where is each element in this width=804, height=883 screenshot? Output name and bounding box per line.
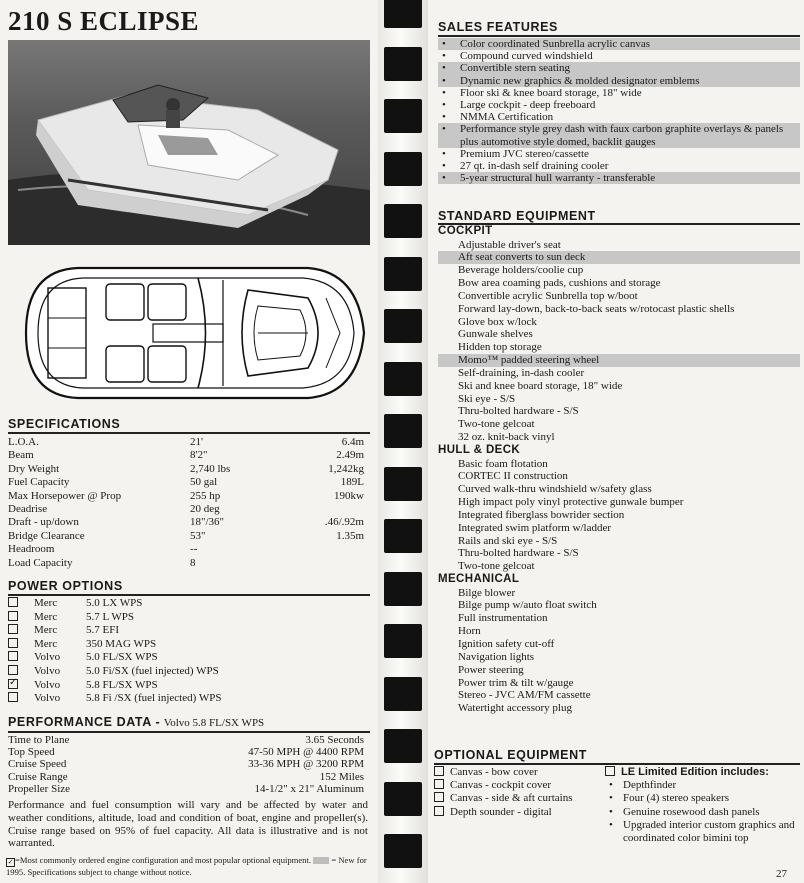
- spiral-ring: [384, 204, 422, 238]
- optional-item-label: Canvas - cockpit cover: [450, 779, 552, 792]
- engine-brand: Volvo: [34, 664, 61, 677]
- spec-row: [8, 503, 370, 516]
- equipment-item: Navigation lights: [458, 650, 535, 663]
- sales-feature-item: • Dynamic new graphics & molded designator emblems: [438, 75, 800, 87]
- sales-feature-item: • Performance style grey dash with faux carbon graphite overlays & panels plus automotive style domed, backlit gauges: [438, 123, 800, 147]
- optional-item: [434, 806, 610, 819]
- limited-edition-heading: [605, 766, 801, 779]
- sales-feature-item: • Convertible stern seating: [438, 62, 800, 74]
- spec-label: L.O.A.: [8, 436, 39, 448]
- checkbox-icon: [434, 806, 444, 816]
- optional-equipment-rule: [434, 763, 800, 765]
- spec-metric: 1,242kg: [328, 462, 364, 475]
- equipment-item: Two-tone gelcoat: [458, 560, 535, 573]
- equipment-item: Beverage holders/coolie cup: [458, 264, 584, 277]
- engine-model: 5.0 FL/SX WPS: [86, 651, 158, 664]
- equipment-item: Aft seat converts to sun deck: [438, 251, 800, 264]
- performance-heading: [8, 715, 264, 729]
- performance-label: Cruise Speed: [8, 758, 67, 771]
- footnote: [6, 855, 374, 878]
- equipment-item: Watertight accessory plug: [458, 702, 572, 715]
- limited-edition-item: • Upgraded interior custom graphics and coordinated color bimini top: [605, 819, 801, 845]
- performance-note: Performance and fuel consumption will vary and be affected by water and weather conditions, altitude, load and condition of boat, engine and propeller(s). Cruise range based on 95% of fuel capacity. All data is illustrative and is not warranted.: [8, 799, 368, 850]
- checkbox-icon: [8, 651, 18, 661]
- spec-label: Load Capacity: [8, 556, 73, 569]
- spec-imperial: --: [190, 543, 198, 556]
- equipment-group-heading: HULL & DECK: [438, 444, 521, 456]
- limited-edition-title: LE Limited Edition includes:: [621, 766, 769, 778]
- optional-equipment-list: [434, 766, 610, 819]
- performance-table: [8, 734, 370, 795]
- limited-edition-package: [605, 766, 801, 845]
- spec-imperial: 53": [190, 529, 206, 542]
- spiral-ring: [384, 467, 422, 501]
- checkbox-icon: [8, 597, 18, 607]
- specifications-rule: [8, 432, 370, 434]
- equipment-item: Hidden top storage: [458, 341, 542, 354]
- performance-value: 152 Miles: [319, 770, 364, 783]
- limited-edition-item: • Depthfinder: [605, 779, 801, 792]
- checkbox-icon: [8, 611, 18, 621]
- equipment-item: Glove box w/lock: [458, 315, 537, 328]
- engine-model: 5.8 FL/SX WPS: [86, 678, 158, 691]
- spec-row: [8, 463, 370, 476]
- spec-metric: 1.35m: [336, 529, 364, 542]
- sales-feature-item: • Large cockpit - deep freeboard: [438, 99, 800, 111]
- equipment-item: Integrated swim platform w/ladder: [458, 521, 612, 534]
- power-option-row: [8, 597, 370, 611]
- equipment-item: Ski eye - S/S: [458, 392, 516, 405]
- equipment-item: CORTEC II construction: [458, 470, 568, 483]
- spec-imperial: 2,740 lbs: [190, 462, 231, 475]
- power-option-row: [8, 679, 370, 693]
- sales-feature-item: • 27 qt. in-dash self draining cooler: [438, 160, 800, 172]
- performance-engine: Volvo 5.8 FL/SX WPS: [163, 717, 265, 729]
- sales-features-rule: [438, 35, 800, 37]
- equipment-item: Bow area coaming pads, cushions and storage: [458, 277, 661, 290]
- optional-equipment-heading: OPTIONAL EQUIPMENT: [434, 748, 587, 762]
- engine-model: 5.7 L WPS: [86, 610, 134, 623]
- spec-label: Headroom: [8, 543, 55, 556]
- equipment-item: Power trim & tilt w/gauge: [458, 676, 574, 689]
- spec-label: Deadrise: [8, 502, 48, 515]
- standard-equipment-list: [438, 225, 800, 715]
- optional-item-label: Depth sounder - digital: [450, 805, 552, 818]
- equipment-item: Two-tone gelcoat: [458, 418, 535, 431]
- equipment-item: Horn: [458, 625, 481, 638]
- footnote-check-icon: ✓: [7, 858, 14, 866]
- standard-equipment-heading: STANDARD EQUIPMENT: [438, 209, 596, 223]
- spec-metric: .46/.92m: [324, 516, 364, 529]
- spec-row: [8, 449, 370, 462]
- sales-feature-item: • Color coordinated Sunbrella acrylic canvas: [438, 38, 800, 50]
- optional-item: [434, 792, 610, 805]
- engine-model: 5.0 LX WPS: [86, 597, 143, 609]
- performance-rule: [8, 731, 370, 733]
- equipment-item: High impact poly vinyl protective gunwale bumper: [458, 496, 684, 509]
- equipment-item: Stereo - JVC AM/FM cassette: [458, 689, 591, 702]
- spiral-ring: [384, 572, 422, 606]
- equipment-item: Forward lay-down, back-to-back seats w/rotocast plastic shells: [458, 302, 735, 315]
- power-option-row: [8, 665, 370, 679]
- boat-photo-illustration: [8, 40, 370, 245]
- equipment-item: Convertible acrylic Sunbrella top w/boot: [458, 289, 638, 302]
- spec-row: [8, 436, 370, 449]
- engine-model: 5.7 EFI: [86, 624, 119, 637]
- engine-model: 5.8 Fi /SX (fuel injected) WPS: [86, 692, 222, 705]
- performance-row: [8, 783, 370, 795]
- engine-brand: Merc: [34, 637, 58, 650]
- performance-label: Time to Plane: [8, 734, 70, 746]
- spec-label: Draft - up/down: [8, 516, 79, 529]
- power-option-row: [8, 611, 370, 625]
- power-options-list: [8, 597, 370, 706]
- optional-item: [434, 779, 610, 792]
- spiral-ring: [384, 782, 422, 816]
- spec-imperial: 20 deg: [190, 502, 220, 515]
- new-highlight-swatch-icon: [313, 857, 329, 864]
- checked-box-icon: [8, 679, 18, 689]
- performance-label: Cruise Range: [8, 770, 68, 783]
- engine-brand: Merc: [34, 597, 58, 609]
- engine-brand: Merc: [34, 610, 58, 623]
- sales-feature-item: • 5-year structural hull warranty - transferable: [438, 172, 800, 184]
- equipment-item: Self-draining, in-dash cooler: [458, 366, 585, 379]
- spec-row: [8, 530, 370, 543]
- sales-feature-item: • NMMA Certification: [438, 111, 800, 123]
- equipment-group-heading: COCKPIT: [438, 225, 493, 237]
- spec-imperial: 8: [190, 556, 196, 569]
- checkbox-icon: [434, 792, 444, 802]
- spec-row: [8, 516, 370, 529]
- spec-imperial: 18"/36": [190, 516, 225, 529]
- spiral-ring: [384, 362, 422, 396]
- spiral-ring: [384, 152, 422, 186]
- spiral-ring: [384, 519, 422, 553]
- spiral-ring: [384, 729, 422, 763]
- boat-top-view-drawing: [8, 258, 370, 408]
- power-options-rule: [8, 594, 370, 596]
- power-options-heading: POWER OPTIONS: [8, 579, 123, 593]
- equipment-group-heading: MECHANICAL: [438, 573, 520, 586]
- performance-row: [8, 746, 370, 758]
- sales-feature-item: • Premium JVC stereo/cassette: [438, 148, 800, 160]
- optional-item-label: Canvas - side & aft curtains: [450, 792, 573, 805]
- performance-value: 33-36 MPH @ 3200 RPM: [248, 758, 364, 771]
- performance-row: [8, 734, 370, 746]
- checkbox-icon: [434, 766, 444, 776]
- spec-label: Bridge Clearance: [8, 529, 85, 542]
- spec-metric: 190kw: [334, 489, 364, 502]
- equipment-item: Momo™ padded steering wheel: [438, 354, 800, 367]
- equipment-item: Curved walk-thru windshield w/safety glass: [458, 483, 652, 496]
- spec-label: Beam: [8, 449, 34, 462]
- model-title: 210 S ECLIPSE: [8, 6, 200, 36]
- spec-label: Dry Weight: [8, 462, 60, 475]
- optional-item: [434, 766, 610, 779]
- footnote-part2: = New for 1995. Specifications subject to change without notice.: [6, 855, 367, 877]
- spiral-ring: [384, 47, 422, 81]
- power-option-row: [8, 624, 370, 638]
- spiral-ring: [384, 677, 422, 711]
- engine-brand: Volvo: [34, 678, 61, 691]
- equipment-item: Ski and knee board storage, 18" wide: [458, 379, 623, 392]
- spec-label: Fuel Capacity: [8, 476, 70, 489]
- specifications-heading: SPECIFICATIONS: [8, 417, 121, 431]
- spec-imperial: 21': [190, 436, 203, 448]
- performance-label: Top Speed: [8, 746, 55, 759]
- limited-edition-checkbox: [605, 766, 615, 776]
- power-option-row: [8, 692, 370, 706]
- spec-imperial: 50 gal: [190, 476, 218, 489]
- sales-feature-item: • Compound curved windshield: [438, 50, 800, 62]
- performance-value: 14-1/2" x 21" Aluminum: [254, 782, 364, 795]
- limited-edition-item: • Four (4) stereo speakers: [605, 792, 801, 805]
- spiral-ring: [384, 257, 422, 291]
- equipment-item: 32 oz. knit-back vinyl: [458, 431, 555, 444]
- engine-model: 350 MAG WPS: [86, 637, 157, 650]
- performance-value: 47-50 MPH @ 4400 RPM: [248, 746, 364, 759]
- equipment-item: Gunwale shelves: [458, 328, 533, 341]
- spiral-ring: [384, 99, 422, 133]
- spec-row: [8, 476, 370, 489]
- power-option-row: [8, 638, 370, 652]
- performance-row: [8, 758, 370, 770]
- boat-photo: [8, 40, 370, 245]
- equipment-item: Thru-bolted hardware - S/S: [458, 547, 579, 560]
- spiral-ring: [384, 834, 422, 868]
- power-option-row: [8, 651, 370, 665]
- equipment-item: Bilge blower: [458, 586, 516, 599]
- footnote-part1: =Most commonly ordered engine configuration and most popular optional equipment.: [15, 855, 312, 865]
- optional-item-label: Canvas - bow cover: [450, 766, 538, 778]
- performance-label: Propeller Size: [8, 782, 71, 795]
- spec-row: [8, 557, 370, 570]
- spiral-ring: [384, 0, 422, 28]
- spec-row: [8, 543, 370, 556]
- equipment-item: Thru-bolted hardware - S/S: [458, 405, 579, 418]
- equipment-item: Adjustable driver's seat: [458, 238, 561, 251]
- limited-edition-items: [605, 779, 801, 845]
- performance-value: 3.65 Seconds: [305, 734, 364, 746]
- spec-imperial: 255 hp: [190, 489, 221, 502]
- sales-feature-item: • Floor ski & knee board storage, 18" wide: [438, 87, 800, 99]
- engine-brand: Merc: [34, 624, 58, 637]
- spec-metric: 2.49m: [336, 449, 364, 462]
- spiral-ring: [384, 624, 422, 658]
- spec-row: [8, 490, 370, 503]
- performance-heading-label: PERFORMANCE DATA -: [8, 715, 161, 729]
- spiral-ring: [384, 309, 422, 343]
- equipment-item: Ignition safety cut-off: [458, 637, 555, 650]
- spec-imperial: 8'2": [190, 449, 208, 462]
- engine-model: 5.0 Fi/SX (fuel injected) WPS: [86, 664, 219, 677]
- checkbox-icon: [434, 779, 444, 789]
- engine-brand: Volvo: [34, 651, 61, 664]
- limited-edition-item: • Genuine rosewood dash panels: [605, 806, 801, 819]
- equipment-item: Rails and ski eye - S/S: [458, 534, 558, 547]
- engine-brand: Volvo: [34, 692, 61, 705]
- page-number: 27: [776, 868, 787, 880]
- checkbox-icon: [8, 638, 18, 648]
- spec-metric: 189L: [340, 476, 364, 489]
- spiral-ring: [384, 414, 422, 448]
- equipment-item: Full instrumentation: [458, 612, 548, 625]
- equipment-item: Bilge pump w/auto float switch: [458, 599, 597, 612]
- performance-row: [8, 771, 370, 783]
- checkbox-icon: [8, 665, 18, 675]
- equipment-item: Basic foam flotation: [458, 457, 548, 470]
- checkbox-icon: [8, 624, 18, 634]
- sales-features-list: [438, 38, 800, 184]
- sales-features-heading: SALES FEATURES: [438, 20, 558, 34]
- checkbox-icon: [8, 692, 18, 702]
- specifications-table: [8, 436, 370, 570]
- equipment-item: Power steering: [458, 663, 524, 676]
- spec-label: Max Horsepower @ Prop: [8, 489, 122, 502]
- equipment-item: Integrated fiberglass bowrider section: [458, 508, 625, 521]
- spec-metric: 6.4m: [341, 436, 364, 448]
